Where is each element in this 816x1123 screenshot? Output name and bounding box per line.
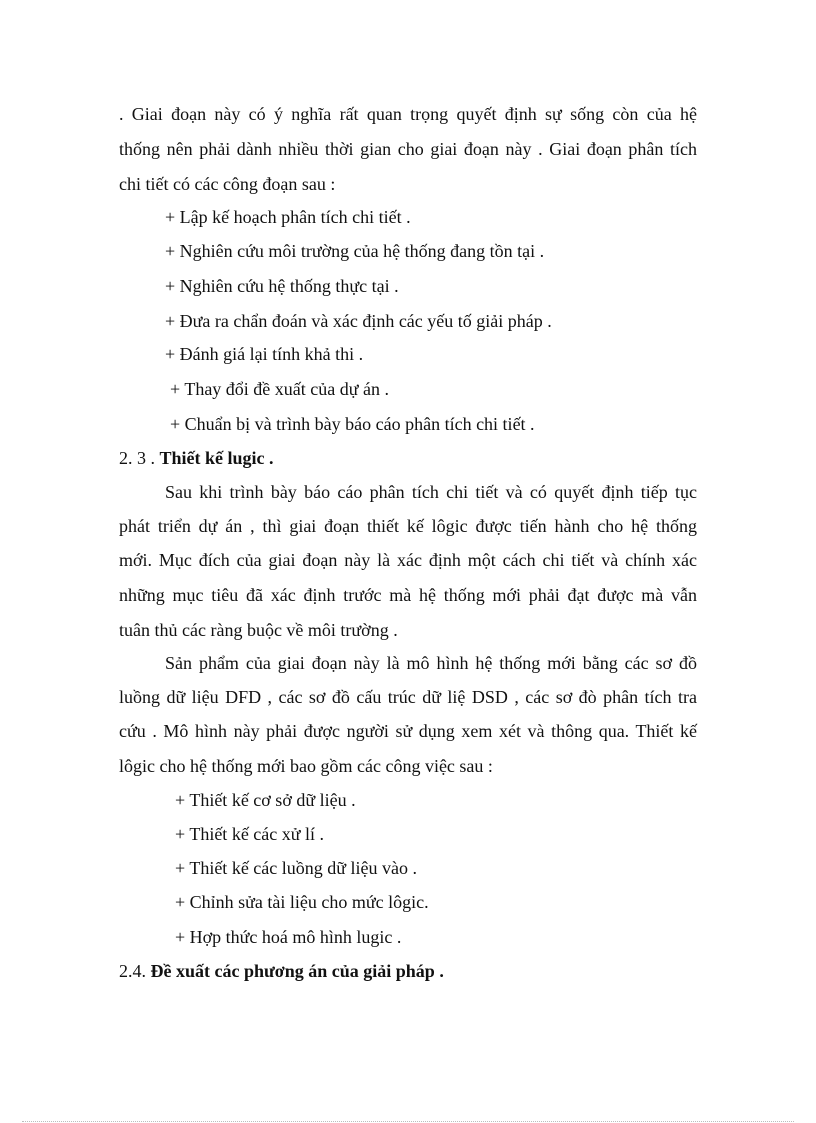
intro-line-3: chi tiết có các công đoạn sau :: [119, 174, 336, 194]
list-item: + Nghiên cứu môi trường của hệ thống đang tồn tại .: [165, 241, 545, 261]
intro-line-2: thống nên phải dành nhiều thời gian cho giai đoạn này . Giai đoạn phân tích: [119, 139, 697, 159]
list-item: + Thay đổi đề xuất của dự án .: [170, 379, 390, 399]
list-item: + Lập kế hoạch phân tích chi tiết .: [165, 207, 411, 227]
para1-line-2: phát triển dự án , thì giai đoạn thiết kế lôgic được tiến hành cho hệ thống: [119, 516, 697, 536]
section-heading-2-3: [119, 447, 274, 469]
list-item: + Nghiên cứu hệ thống thực tại .: [165, 276, 399, 296]
para2-line-2: luồng dữ liệu DFD , các sơ đồ cấu trúc dữ liệ DSD , các sơ đò phân tích tra: [119, 687, 697, 707]
section-number: 2.4.: [119, 961, 151, 981]
intro-line-1: . Giai đoạn này có ý nghĩa rất quan trọng quyết định sự sống còn của hệ: [119, 104, 697, 124]
section-number: 2. 3 .: [119, 448, 160, 468]
list-item: + Đưa ra chẩn đoán và xác định các yếu tố giải pháp .: [165, 311, 552, 331]
para1-line-3: mới. Mục đích của giai đoạn này là xác định một cách chi tiết và chính xác: [119, 550, 697, 570]
para2-line-3: cứu . Mô hình này phải được người sử dụng xem xét và thông qua. Thiết kế: [119, 721, 697, 741]
para2-line-4: lôgic cho hệ thống mới bao gồm các công việc sau :: [119, 756, 493, 776]
para2-line-1: Sản phẩm của giai đoạn này là mô hình hệ thống mới bằng các sơ đồ: [165, 653, 697, 673]
footer-divider: [22, 1121, 794, 1122]
list-item: + Chỉnh sửa tài liệu cho mức lôgic.: [175, 892, 429, 912]
list-item: + Đánh giá lại tính khả thi .: [165, 344, 364, 364]
para1-line-5: tuân thủ các ràng buộc về môi trường .: [119, 620, 398, 640]
list-item: + Chuẩn bị và trình bày báo cáo phân tích chi tiết .: [170, 414, 535, 434]
list-item: + Thiết kế các luồng dữ liệu vào .: [175, 858, 418, 878]
list-item: + Thiết kế cơ sở dữ liệu .: [175, 790, 356, 810]
section-heading-2-4: [119, 960, 444, 982]
section-title: Đề xuất các phương án của giải pháp .: [150, 961, 444, 981]
section-title: Thiết kế lugic .: [159, 448, 274, 468]
para1-line-4: những mục tiêu đã xác định trước mà hệ thống mới phải đạt được mà vẫn: [119, 585, 697, 605]
list-item: + Thiết kế các xử lí .: [175, 824, 325, 844]
list-item: + Hợp thức hoá mô hình lugic .: [175, 927, 402, 947]
para1-line-1: Sau khi trình bày báo cáo phân tích chi tiết và có quyết định tiếp tục: [165, 482, 697, 502]
